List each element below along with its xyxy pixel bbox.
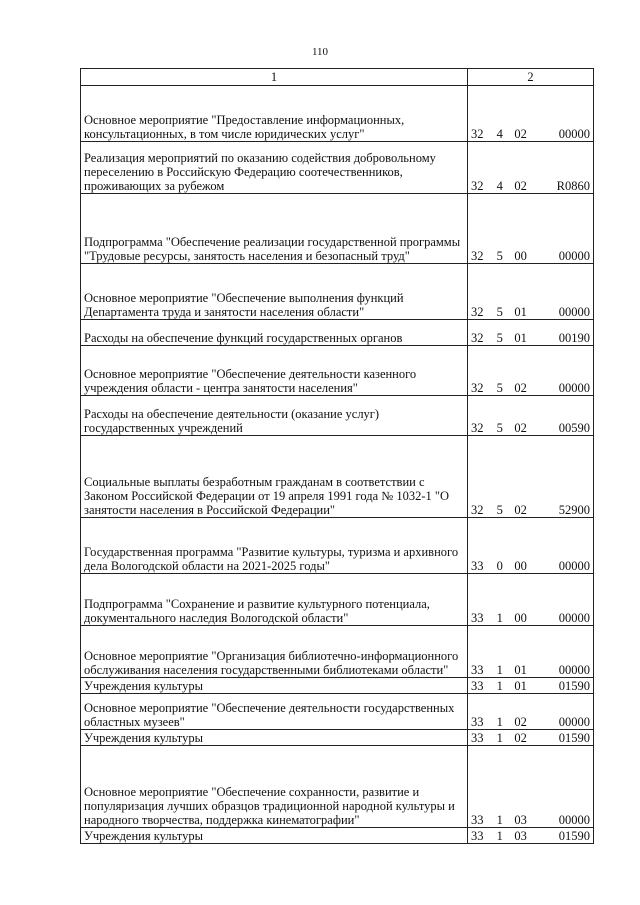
- row-name: Учреждения культуры: [81, 828, 468, 844]
- code-c2: 5: [496, 503, 503, 517]
- row-codes: [468, 574, 594, 626]
- row-name: Учреждения культуры: [81, 678, 468, 694]
- code-c1: 33: [471, 829, 484, 843]
- row-codes: [468, 626, 594, 678]
- code-c3: 01: [514, 679, 527, 693]
- code-c2: 5: [496, 305, 503, 319]
- row-codes: [468, 518, 594, 574]
- row-codes: [468, 730, 594, 746]
- row-name: Реализация мероприятий по оказанию содействия добровольному переселению в Российскую Федерацию соотечественников, проживающих за рубежом: [81, 142, 468, 194]
- code-c1: 32: [471, 331, 484, 345]
- code-c3: 00: [514, 559, 527, 573]
- code-c2: 4: [496, 127, 503, 141]
- row-codes: [468, 678, 594, 694]
- page-number: 110: [311, 46, 329, 58]
- table-row: [81, 678, 594, 694]
- budget-classification-table: [80, 68, 594, 844]
- table-row: [81, 828, 594, 844]
- row-codes: [468, 320, 594, 346]
- table-row: [81, 574, 594, 626]
- code-c1: 33: [471, 813, 484, 827]
- code-c4: 00000: [558, 127, 590, 141]
- code-c3: 03: [514, 813, 527, 827]
- code-c2: 1: [496, 829, 503, 843]
- table-row: [81, 86, 594, 142]
- row-name: Учреждения культуры: [81, 730, 468, 746]
- code-c3: 02: [514, 381, 527, 395]
- code-c2: 5: [496, 421, 503, 435]
- code-c3: 02: [514, 421, 527, 435]
- table-header-row: [81, 69, 594, 86]
- code-c4: 01590: [558, 731, 590, 745]
- row-name: Расходы на обеспечение функций государственных органов: [81, 320, 468, 346]
- row-name: Социальные выплаты безработным гражданам в соответствии с Законом Российской Федерации от 19 апреля 1991 года № 1032-1 "О занятости населения в Российской Федерации": [81, 436, 468, 518]
- code-c1: 32: [471, 381, 484, 395]
- code-c4: 00000: [558, 715, 590, 729]
- row-name: Расходы на обеспечение деятельности (оказание услуг) государственных учреждений: [81, 396, 468, 436]
- code-c1: 33: [471, 559, 484, 573]
- code-c3: 01: [514, 663, 527, 677]
- row-name: Основное мероприятие "Обеспечение деятельности казенного учреждения области - центра занятости населения": [81, 346, 468, 396]
- code-c4: 00000: [558, 663, 590, 677]
- code-c4: 00000: [558, 559, 590, 573]
- table-row: [81, 396, 594, 436]
- code-c3: 00: [514, 249, 527, 263]
- code-c1: 33: [471, 715, 484, 729]
- row-codes: [468, 142, 594, 194]
- code-c4: 52900: [558, 503, 590, 517]
- code-c3: 02: [514, 503, 527, 517]
- table-row: [81, 626, 594, 678]
- row-codes: [468, 194, 594, 264]
- code-c2: 5: [496, 331, 503, 345]
- row-name: Основное мероприятие "Обеспечение выполнения функций Департамента труда и занятости населения области": [81, 264, 468, 320]
- table-row: [81, 320, 594, 346]
- column-header-2: 2: [468, 69, 594, 86]
- row-codes: [468, 396, 594, 436]
- code-c3: 02: [514, 179, 527, 193]
- table-row: [81, 142, 594, 194]
- code-c4: 00000: [558, 813, 590, 827]
- code-c2: 1: [496, 715, 503, 729]
- code-c1: 32: [471, 421, 484, 435]
- row-name: Подпрограмма "Обеспечение реализации государственной программы "Трудовые ресурсы, занятость населения и безопасный труд": [81, 194, 468, 264]
- code-c1: 32: [471, 127, 484, 141]
- code-c2: 1: [496, 663, 503, 677]
- column-header-1: 1: [81, 69, 468, 86]
- row-name: Основное мероприятие "Обеспечение деятельности государственных областных музеев": [81, 694, 468, 730]
- code-c2: 1: [496, 731, 503, 745]
- row-codes: [468, 746, 594, 828]
- row-name: Основное мероприятие "Обеспечение сохранности, развитие и популяризация лучших образцов традиционной народной культуры и народного творчества, поддержка кинематографии": [81, 746, 468, 828]
- table-row: [81, 436, 594, 518]
- row-codes: [468, 264, 594, 320]
- code-c1: 33: [471, 663, 484, 677]
- code-c4: 01590: [558, 829, 590, 843]
- code-c3: 00: [514, 611, 527, 625]
- code-c3: 02: [514, 715, 527, 729]
- code-c2: 0: [496, 559, 503, 573]
- row-name: Основное мероприятие "Предоставление информационных, консультационных, в том числе юридических услуг": [81, 86, 468, 142]
- row-name: Подпрограмма "Сохранение и развитие культурного потенциала, документального наследия Вологодской области": [81, 574, 468, 626]
- table-row: [81, 264, 594, 320]
- code-c3: 02: [514, 731, 527, 745]
- code-c4: 00000: [558, 249, 590, 263]
- table-row: [81, 194, 594, 264]
- row-name: Государственная программа "Развитие культуры, туризма и архивного дела Вологодской области на 2021-2025 годы": [81, 518, 468, 574]
- code-c1: 33: [471, 611, 484, 625]
- row-codes: [468, 694, 594, 730]
- code-c2: 1: [496, 611, 503, 625]
- code-c1: 32: [471, 503, 484, 517]
- table-row: [81, 346, 594, 396]
- table-row: [81, 730, 594, 746]
- code-c2: 4: [496, 179, 503, 193]
- code-c2: 5: [496, 249, 503, 263]
- code-c1: 33: [471, 679, 484, 693]
- code-c3: 03: [514, 829, 527, 843]
- row-codes: [468, 86, 594, 142]
- table-row: [81, 518, 594, 574]
- table-row: [81, 694, 594, 730]
- row-codes: [468, 346, 594, 396]
- code-c4: 00000: [558, 305, 590, 319]
- code-c3: 01: [514, 331, 527, 345]
- row-codes: [468, 436, 594, 518]
- table-row: [81, 746, 594, 828]
- code-c2: 1: [496, 679, 503, 693]
- code-c2: 1: [496, 813, 503, 827]
- code-c4: 01590: [558, 679, 590, 693]
- code-c4: 00590: [558, 421, 590, 435]
- code-c1: 32: [471, 305, 484, 319]
- code-c2: 5: [496, 381, 503, 395]
- code-c3: 01: [514, 305, 527, 319]
- code-c1: 32: [471, 179, 484, 193]
- code-c4: 00000: [558, 381, 590, 395]
- code-c3: 02: [514, 127, 527, 141]
- row-codes: [468, 828, 594, 844]
- code-c4: R0860: [556, 179, 590, 193]
- code-c4: 00000: [558, 611, 590, 625]
- code-c1: 32: [471, 249, 484, 263]
- code-c1: 33: [471, 731, 484, 745]
- code-c4: 00190: [558, 331, 590, 345]
- row-name: Основное мероприятие "Организация библиотечно-информационного обслуживания населения государственными библиотеками области": [81, 626, 468, 678]
